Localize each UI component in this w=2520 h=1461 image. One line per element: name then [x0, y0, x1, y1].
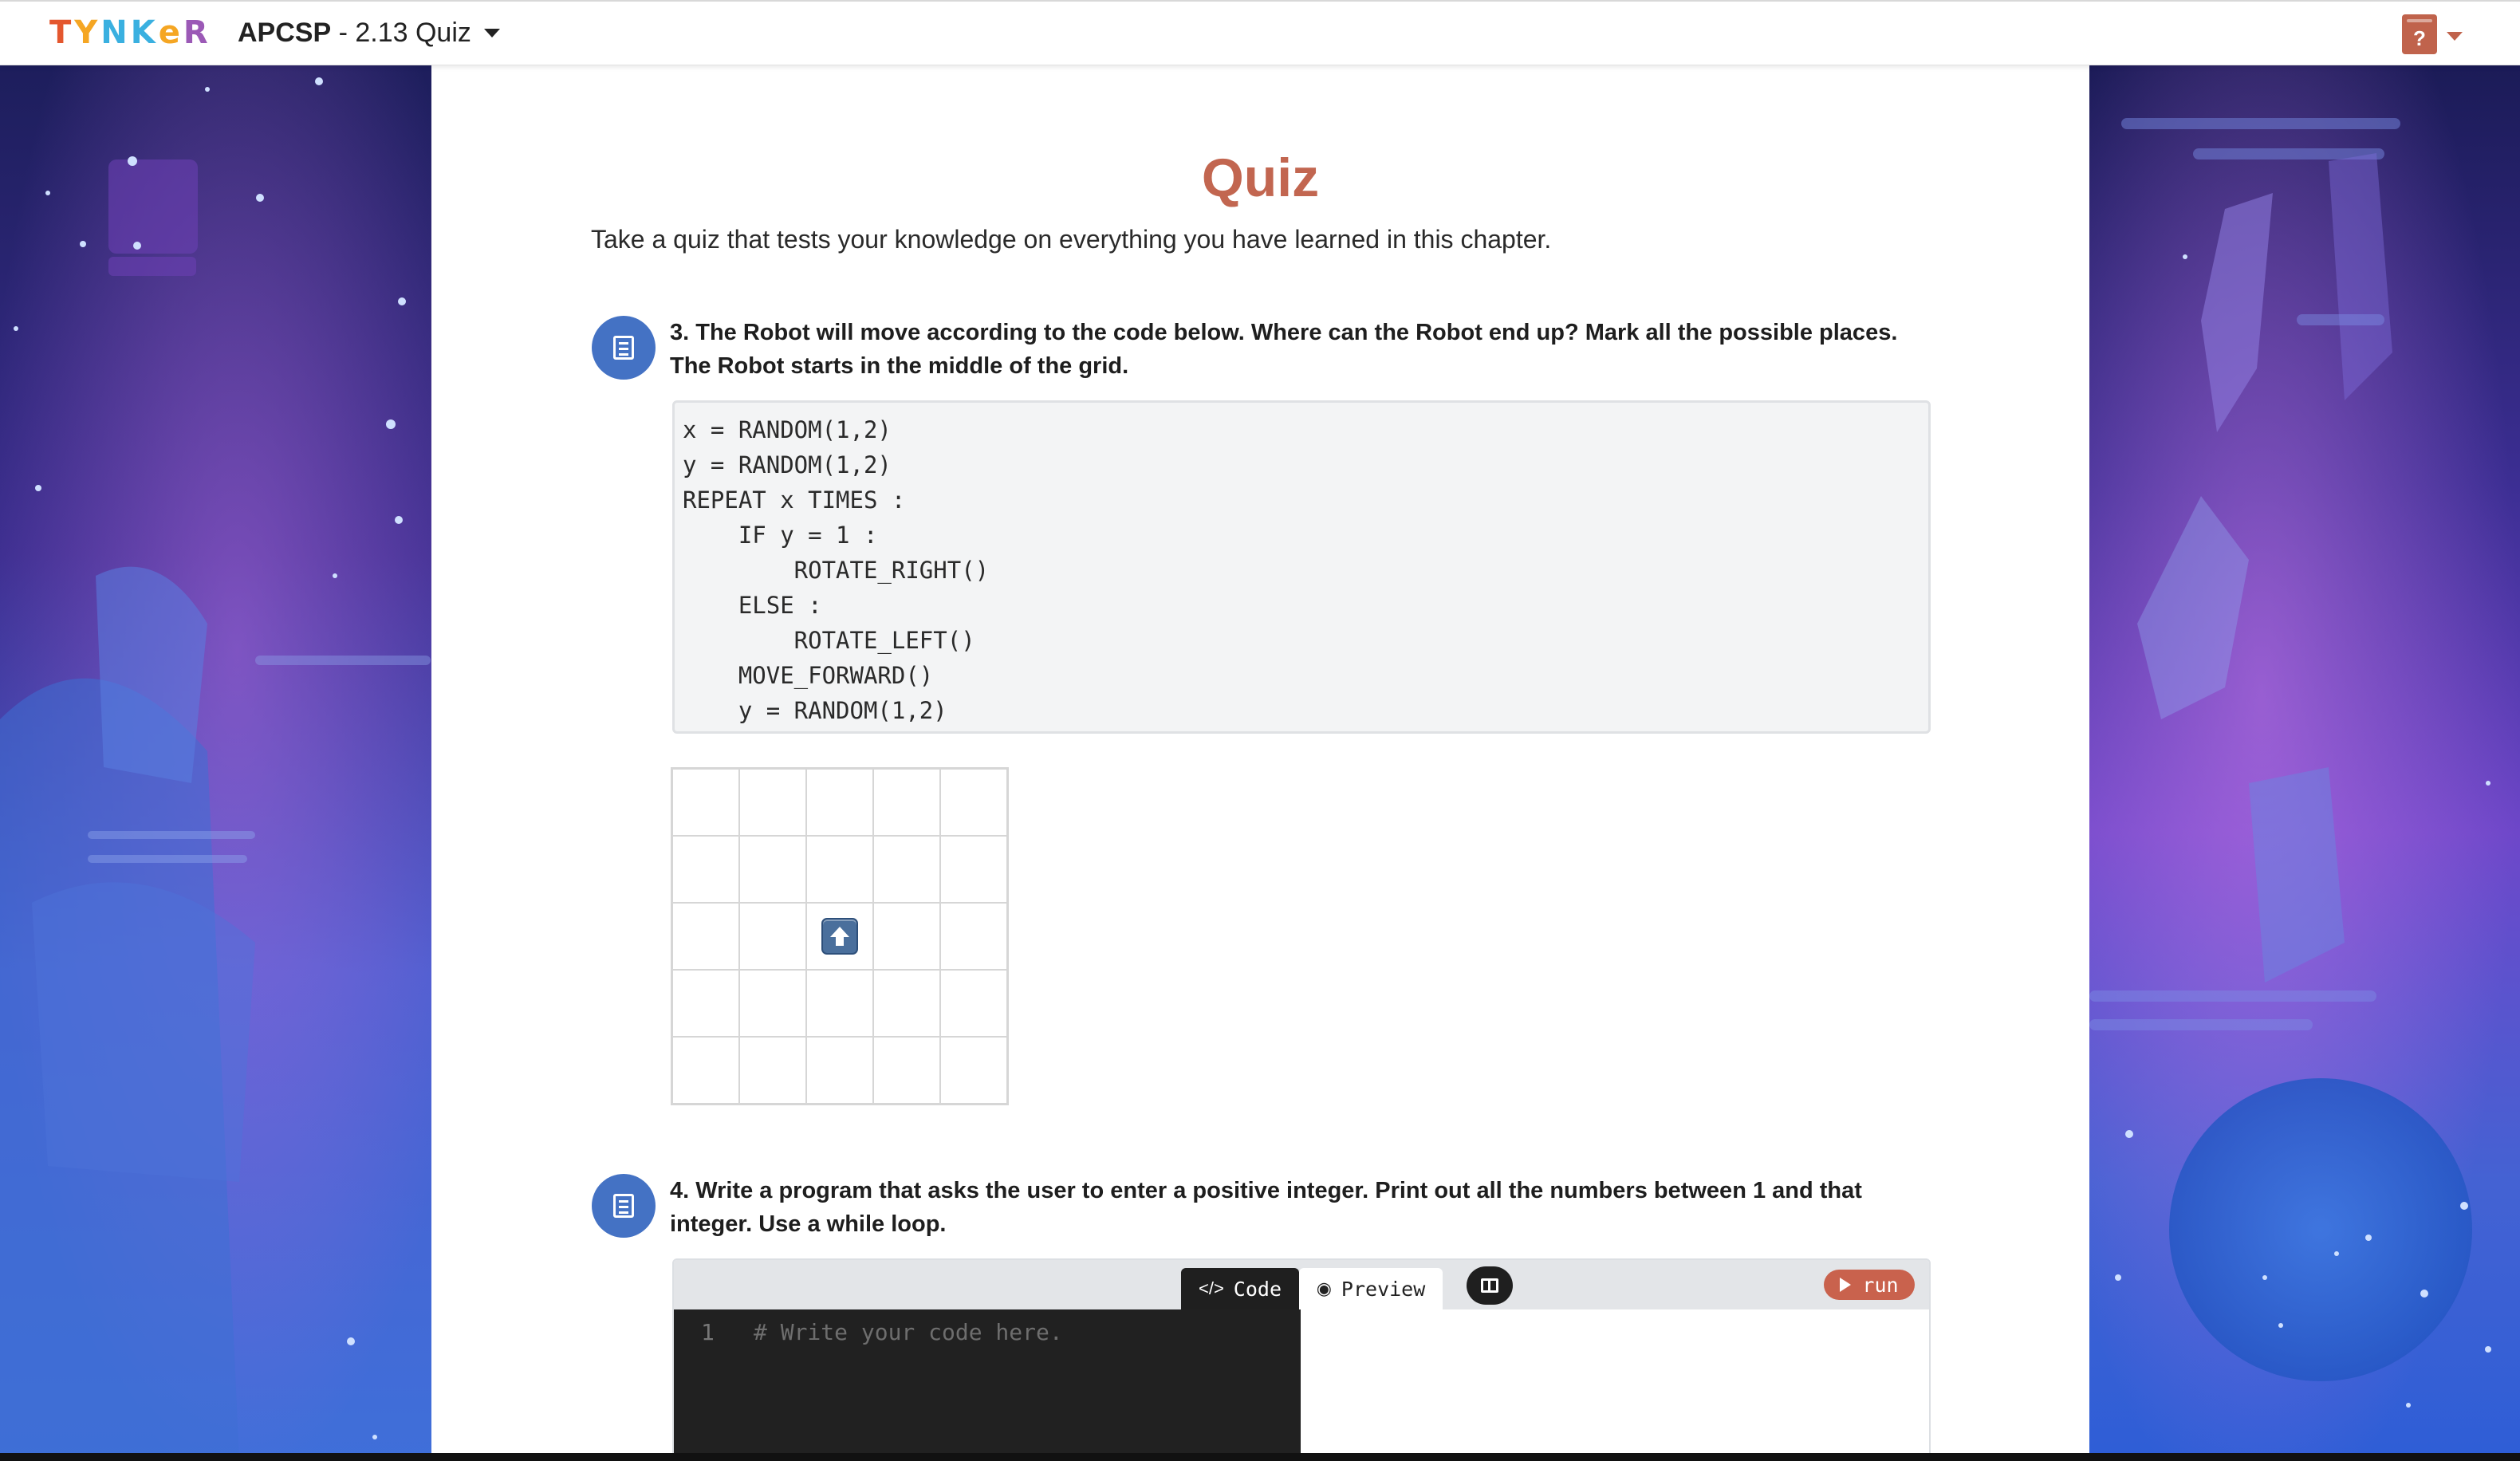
code-line: ROTATE_RIGHT() — [683, 557, 990, 584]
grid-cell[interactable] — [739, 1037, 806, 1104]
logo-letter: K — [130, 14, 159, 51]
tab-code-label: Code — [1233, 1277, 1282, 1301]
line-number: 1 — [701, 1319, 715, 1345]
grid-cell[interactable] — [940, 836, 1007, 903]
question-3-code-block — [672, 400, 1931, 734]
document-icon — [613, 1194, 634, 1218]
grid-cell[interactable] — [873, 903, 940, 970]
page-title: Quiz — [1201, 148, 1320, 208]
run-label: run — [1862, 1273, 1899, 1297]
play-icon — [1840, 1278, 1851, 1292]
code-line: IF y = 1 : — [683, 522, 878, 549]
preview-output-area — [1301, 1309, 1931, 1461]
bottom-border — [0, 1453, 2520, 1461]
code-placeholder: # Write your code here. — [754, 1319, 1063, 1345]
document-icon — [613, 336, 634, 360]
tab-preview-label: Preview — [1341, 1277, 1426, 1301]
code-line: REPEAT x TIMES : — [683, 486, 906, 514]
code-line: ELSE : — [683, 592, 822, 619]
grid-cell[interactable] — [806, 903, 873, 970]
logo-letter: N — [100, 14, 131, 51]
grid-cell[interactable] — [739, 769, 806, 836]
code-line: y = RANDOM(1,2) — [683, 697, 947, 724]
top-navbar — [0, 0, 2520, 65]
code-line: MOVE_FORWARD() — [683, 662, 934, 689]
tab-preview[interactable] — [1299, 1268, 1443, 1309]
course-suffix: - 2.13 Quiz — [331, 18, 471, 48]
grid-cell[interactable] — [806, 836, 873, 903]
course-selector[interactable] — [238, 18, 500, 49]
grid-cell[interactable] — [940, 970, 1007, 1037]
grid-cell[interactable] — [672, 769, 739, 836]
grid-cell[interactable] — [940, 769, 1007, 836]
code-line: y = RANDOM(1,2) — [683, 451, 892, 478]
logo-letter: Y — [74, 14, 101, 51]
logo-letter: e — [158, 14, 183, 51]
code-input-area[interactable] — [674, 1309, 1301, 1461]
tynker-logo[interactable] — [49, 16, 211, 51]
split-view-button[interactable] — [1467, 1266, 1513, 1305]
question-3-text: 3. The Robot will move according to the code below. Where can the Robot end up? Mark all the possible places. The Robot starts in the middle of the grid. — [670, 320, 1898, 379]
grid-cell[interactable] — [806, 1037, 873, 1104]
grid-cell[interactable] — [873, 836, 940, 903]
grid-cell[interactable] — [739, 903, 806, 970]
grid-cell[interactable] — [873, 970, 940, 1037]
question-icon — [592, 1174, 656, 1238]
globe-icon: ◉ — [1316, 1278, 1332, 1298]
question-4-text: 4. Write a program that asks the user to enter a positive integer. Print out all the numbers between 1 and that integer. Use a while loop. — [670, 1178, 1862, 1237]
logo-letter: T — [49, 14, 75, 51]
help-dropdown-caret-icon[interactable] — [2447, 32, 2463, 41]
grid-cell[interactable] — [739, 836, 806, 903]
grid-cell[interactable] — [672, 1037, 739, 1104]
logo-letter: R — [183, 14, 211, 51]
grid-cell[interactable] — [806, 970, 873, 1037]
code-line: ROTATE_LEFT() — [683, 627, 975, 654]
quiz-content — [431, 65, 2089, 1453]
chevron-down-icon — [484, 29, 500, 37]
grid-cell[interactable] — [672, 836, 739, 903]
grid-cell[interactable] — [873, 1037, 940, 1104]
code-editor — [672, 1258, 1931, 1461]
help-book-icon[interactable]: ? — [2402, 14, 2437, 54]
run-button[interactable] — [1824, 1270, 1915, 1300]
grid-cell[interactable] — [672, 903, 739, 970]
grid-cell[interactable] — [672, 970, 739, 1037]
left-background-art — [0, 65, 431, 1461]
code-icon: </> — [1198, 1278, 1224, 1298]
grid-cell[interactable] — [873, 769, 940, 836]
grid-cell[interactable] — [940, 903, 1007, 970]
page-description: Take a quiz that tests your knowledge on everything you have learned in this chapter. — [591, 225, 1552, 254]
grid-cell[interactable] — [940, 1037, 1007, 1104]
grid-cell[interactable] — [739, 970, 806, 1037]
tab-code[interactable] — [1181, 1268, 1299, 1309]
code-line: x = RANDOM(1,2) — [683, 416, 892, 443]
question-icon — [592, 316, 656, 380]
grid-cell[interactable] — [806, 769, 873, 836]
right-background-art — [2089, 65, 2520, 1461]
split-view-icon — [1481, 1278, 1498, 1293]
robot-grid — [671, 767, 1009, 1105]
robot-arrow-icon — [821, 918, 858, 955]
course-prefix: APCSP — [238, 18, 332, 48]
